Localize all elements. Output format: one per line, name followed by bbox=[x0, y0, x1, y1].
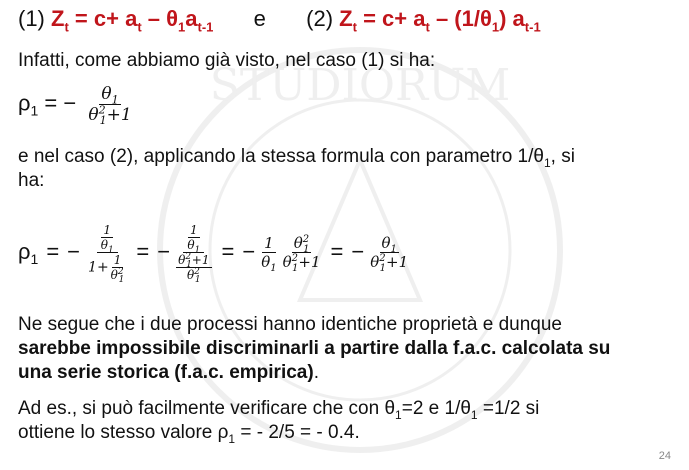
text-line-4: Ne segue che i due processi hanno identiche proprietà e dunque bbox=[18, 314, 562, 335]
text-line-3: ha: bbox=[18, 170, 45, 191]
formula-1: $Z_t = c+ a_t - \theta_1a_{t-1}$ bbox=[51, 6, 214, 35]
text-line-1: Infatti, come abbiamo già visto, nel caso (1) si ha: bbox=[18, 50, 436, 71]
formula-2: $Z_t = c+ a_t - (1/\theta_1)$ $a_{t-1}$ bbox=[339, 6, 541, 35]
conjunction: e bbox=[253, 6, 266, 31]
text-line-7: Ad es., si può facilmente verificare che con $\theta_1=2$ e $1/\theta_1 =1/2$ si bbox=[18, 398, 540, 422]
text-line-2: e nel caso (2), applicando la stessa formula con parametro $1/\theta_1$, si bbox=[18, 146, 575, 170]
page-number: 24 bbox=[658, 450, 671, 462]
rho-formula-1: $\rho_1$ = − $\frac{\theta_1}{\theta^2_1+1}$ bbox=[18, 84, 132, 128]
text-line-5: sarebbe impossibile discriminarli a partire dalla f.a.c. calcolata su bbox=[18, 338, 611, 359]
text-line-6: una serie storica (f.a.c. empirica). bbox=[18, 362, 319, 383]
svg-text:STUDIORUM: STUDIORUM bbox=[209, 60, 511, 111]
rho-formula-chain: ρ 1 = − $\frac{1}{\theta_1}$ 1+ $\frac{1}{\theta^2_1}$ = − $\frac{\frac{1}{\theta_1}}{\frac{\theta^2_1+1}{\theta^2_1}}$ = − $\frac{1}{\theta_1}$ $\frac{\theta^2_1}{\theta^2_1+1}$ = − $\frac{\theta_1}{\theta^2_1+1}$ bbox=[18, 222, 409, 285]
text-line-8: ottiene lo stesso valore $\rho_1$ = - 2/5 = - 0.4. bbox=[18, 422, 360, 446]
label-1: (1) bbox=[18, 6, 45, 31]
label-2: (2) bbox=[306, 6, 334, 31]
header-formulas bbox=[18, 6, 541, 35]
